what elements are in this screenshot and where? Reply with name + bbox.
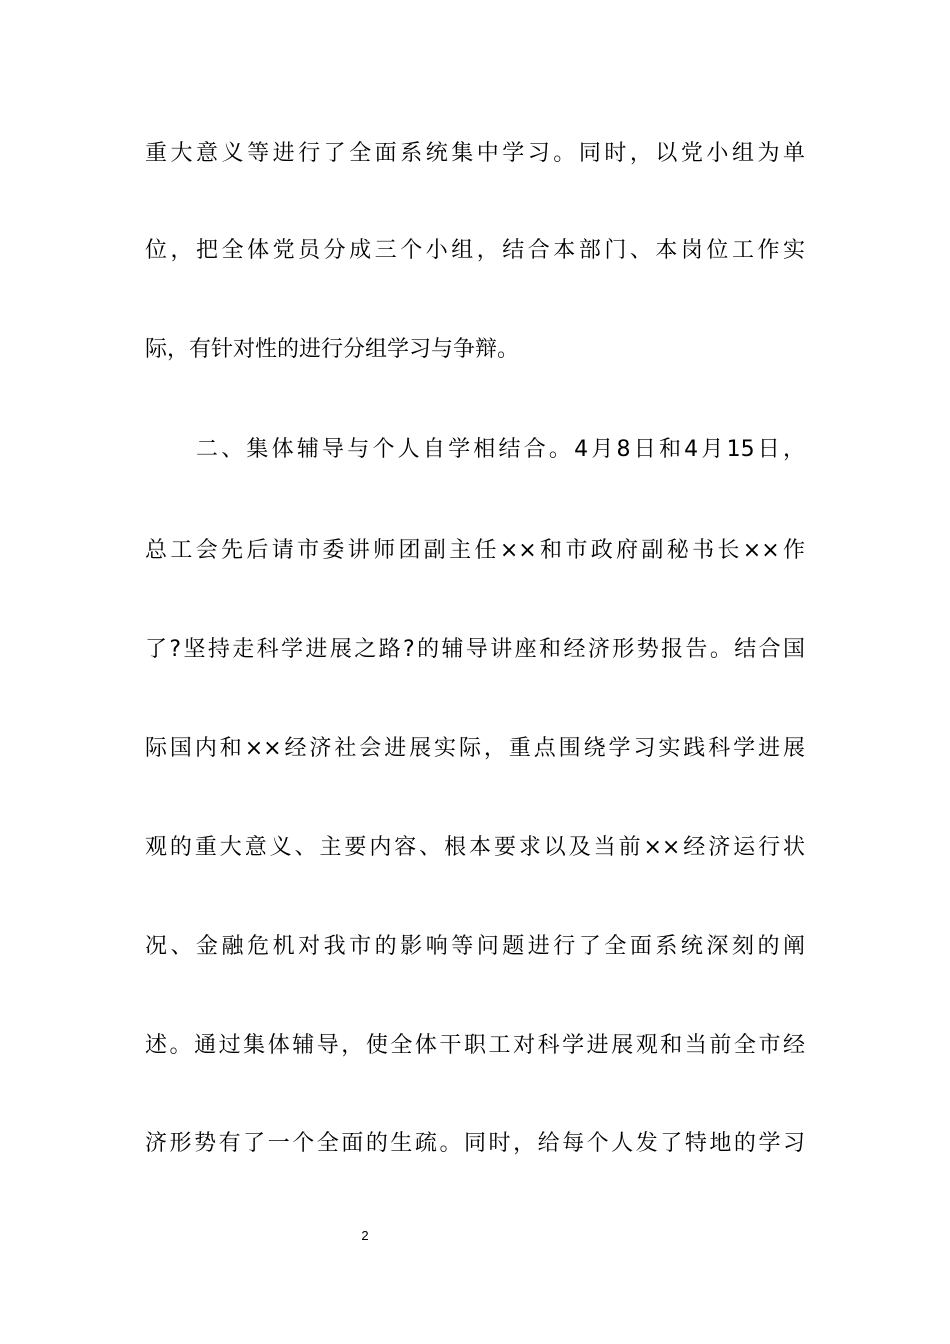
paragraph-line: 了?坚持走科学进展之路?的辅导讲座和经济形势报告。结合国: [145, 637, 805, 662]
paragraph-line: 位，把全体党员分成三个小组，结合本部门、本岗位工作实: [145, 238, 805, 263]
paragraph-line: 观的重大意义、主要内容、根本要求以及当前××经济运行状: [145, 835, 805, 860]
page-number: 2: [361, 1228, 369, 1243]
paragraph-line: 二、集体辅导与个人自学相结合。4月8日和4月15日，: [196, 437, 805, 462]
paragraph-line: 总工会先后请市委讲师团副主任××和市政府副秘书长××作: [145, 538, 805, 563]
paragraph-line: 际，有针对性的进行分组学习与争辩。: [145, 337, 520, 362]
paragraph-line: 济形势有了一个全面的生疏。同时，给每个人发了特地的学习: [145, 1131, 805, 1156]
paragraph-line: 重大意义等进行了全面系统集中学习。同时，以党小组为单: [145, 141, 805, 166]
paragraph-line: 述。通过集体辅导，使全体干职工对科学进展观和当前全市经: [145, 1033, 805, 1058]
paragraph-line: 际国内和××经济社会进展实际，重点围绕学习实践科学进展: [145, 736, 805, 761]
paragraph-line: 况、金融危机对我市的影响等问题进行了全面系统深刻的阐: [145, 934, 805, 959]
